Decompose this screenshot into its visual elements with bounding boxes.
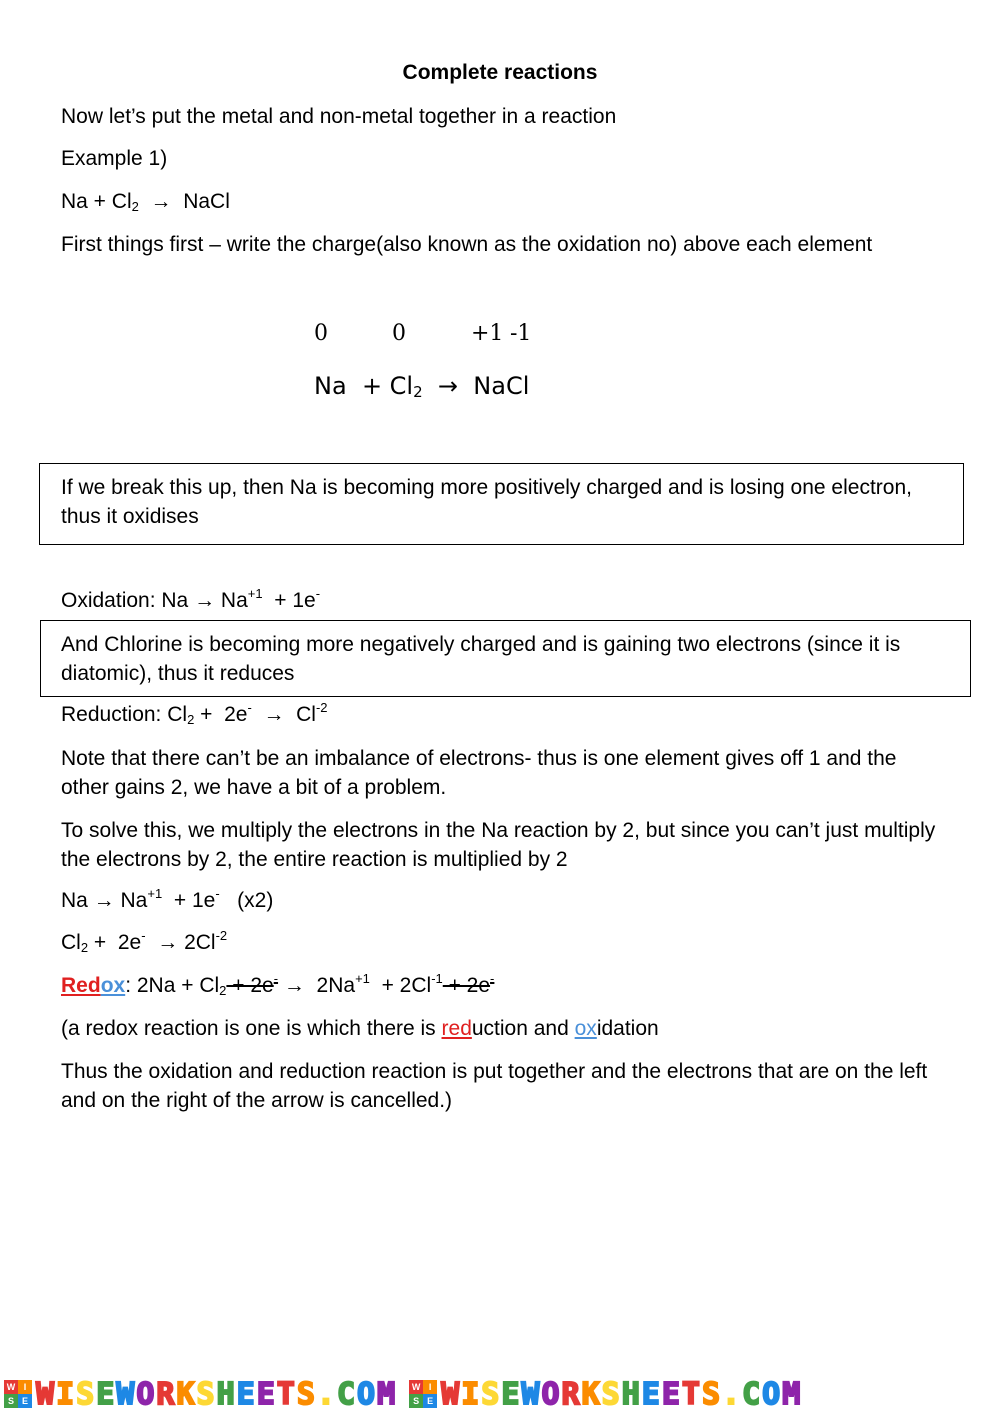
watermark-letter: I	[461, 1376, 482, 1412]
redox-definition: (a redox reaction is one is which there is reduction and oxidation	[61, 1017, 659, 1040]
watermark-letter: O	[357, 1376, 378, 1412]
reduction-explanation-box	[40, 620, 971, 697]
watermark-letter: R	[156, 1376, 177, 1412]
watermark-text	[36, 1377, 397, 1412]
cancelled-electrons-right: + 2e-	[442, 971, 495, 997]
watermark-letter: O	[541, 1376, 562, 1412]
cl-equation: $Cl_2 + 2e^- \to 2Cl^{-2}$	[61, 928, 228, 955]
watermark-letter: S	[601, 1376, 622, 1412]
watermark-letter: O	[762, 1376, 783, 1412]
watermark-1	[0, 1377, 397, 1412]
watermark-letter: W	[441, 1376, 462, 1412]
note-text: Note that there can’t be an imbalance of electrons- thus is one element gives off 1 and the other gains 2, we have a bit of a problem.	[61, 747, 897, 799]
redox-red-part: Red	[61, 974, 101, 997]
watermark-letter: R	[561, 1376, 582, 1412]
watermark-letter: S	[76, 1376, 97, 1412]
example-label: Example 1)	[61, 147, 168, 170]
solve-text: To solve this, we multiply the electrons in the Na reaction by 2, but since you can’t just multiply the electrons by 2, the entire reaction is multiplied by 2	[61, 819, 936, 871]
watermark-letter: M	[782, 1376, 803, 1412]
box1-text: If we break this up, then Na is becoming more positively charged and is losing one electron, thus it oxidises	[61, 476, 912, 528]
watermark-letter: .	[722, 1376, 743, 1412]
watermark-letter: W	[116, 1376, 137, 1412]
watermark-letter: S	[296, 1376, 317, 1412]
watermark-letter: M	[377, 1376, 398, 1412]
charge-cl-product: -1	[510, 321, 532, 346]
charged-equation: $Na + Cl_2$ → NaCl	[314, 372, 530, 401]
watermark-letter: S	[481, 1376, 502, 1412]
watermark-letter: S	[701, 1376, 722, 1412]
watermark-letter: E	[236, 1376, 257, 1412]
charge-cl: 0	[392, 321, 406, 346]
thus-text: Thus the oxidation and reduction reaction is put together and the electrons that are on the left and on the right of the arrow is cancelled.)	[61, 1060, 928, 1112]
equation-1: $Na + Cl_2$ → NaCl	[61, 190, 230, 214]
watermark-letter: W	[521, 1376, 542, 1412]
watermark-letter: E	[256, 1376, 277, 1412]
watermark-letter: H	[216, 1376, 237, 1412]
oxidation-explanation-box	[39, 463, 964, 545]
page-title: Complete reactions	[402, 61, 598, 84]
watermark-letter: S	[196, 1376, 217, 1412]
first-things-text: First things first – write the charge(also known as the oxidation no) above each element	[61, 233, 873, 256]
redox-equation: Redox: $2Na + Cl_2 + 2e^- \to 2Na^{+1} + 2Cl^{-1} + 2e^-$	[61, 971, 495, 998]
na-multiplied-equation: $Na \to Na^{+1} + 1e^-$ (x2)	[61, 886, 274, 912]
watermark-letter: I	[56, 1376, 77, 1412]
wiseworksheets-logo-icon: W I S E	[4, 1380, 32, 1408]
watermark-text	[441, 1377, 802, 1412]
redox-ox-part: ox	[100, 974, 126, 997]
watermark-letter: E	[661, 1376, 682, 1412]
watermark-letter: W	[36, 1376, 57, 1412]
watermark-footer	[0, 1375, 1000, 1413]
watermark-letter: H	[621, 1376, 642, 1412]
watermark-letter: T	[681, 1376, 702, 1412]
watermark-letter: C	[742, 1376, 763, 1412]
charge-na: 0	[314, 321, 328, 346]
watermark-letter: .	[316, 1376, 337, 1412]
watermark-letter: E	[641, 1376, 662, 1412]
watermark-letter: T	[276, 1376, 297, 1412]
charge-na-product: +1	[471, 321, 504, 346]
reduction-half-equation: Reduction: $Cl_2 + 2e^- \to Cl^{-2}$	[61, 700, 328, 727]
oxidation-half-equation: Oxidation: $Na \to Na^{+1} + 1e^-$	[61, 586, 321, 612]
watermark-letter: E	[96, 1376, 117, 1412]
watermark-letter: E	[501, 1376, 522, 1412]
watermark-letter: K	[176, 1376, 197, 1412]
cancelled-electrons-left: + 2e-	[226, 971, 279, 997]
watermark-letter: C	[336, 1376, 357, 1412]
wiseworksheets-logo-icon: W I S E	[409, 1380, 437, 1408]
watermark-2	[405, 1377, 802, 1412]
box2-text: And Chlorine is becoming more negatively charged and is gaining two electrons (since it is diatomic), thus it reduces	[61, 633, 901, 685]
watermark-letter: K	[581, 1376, 602, 1412]
intro-text: Now let’s put the metal and non-metal together in a reaction	[61, 105, 617, 128]
watermark-letter: O	[136, 1376, 157, 1412]
